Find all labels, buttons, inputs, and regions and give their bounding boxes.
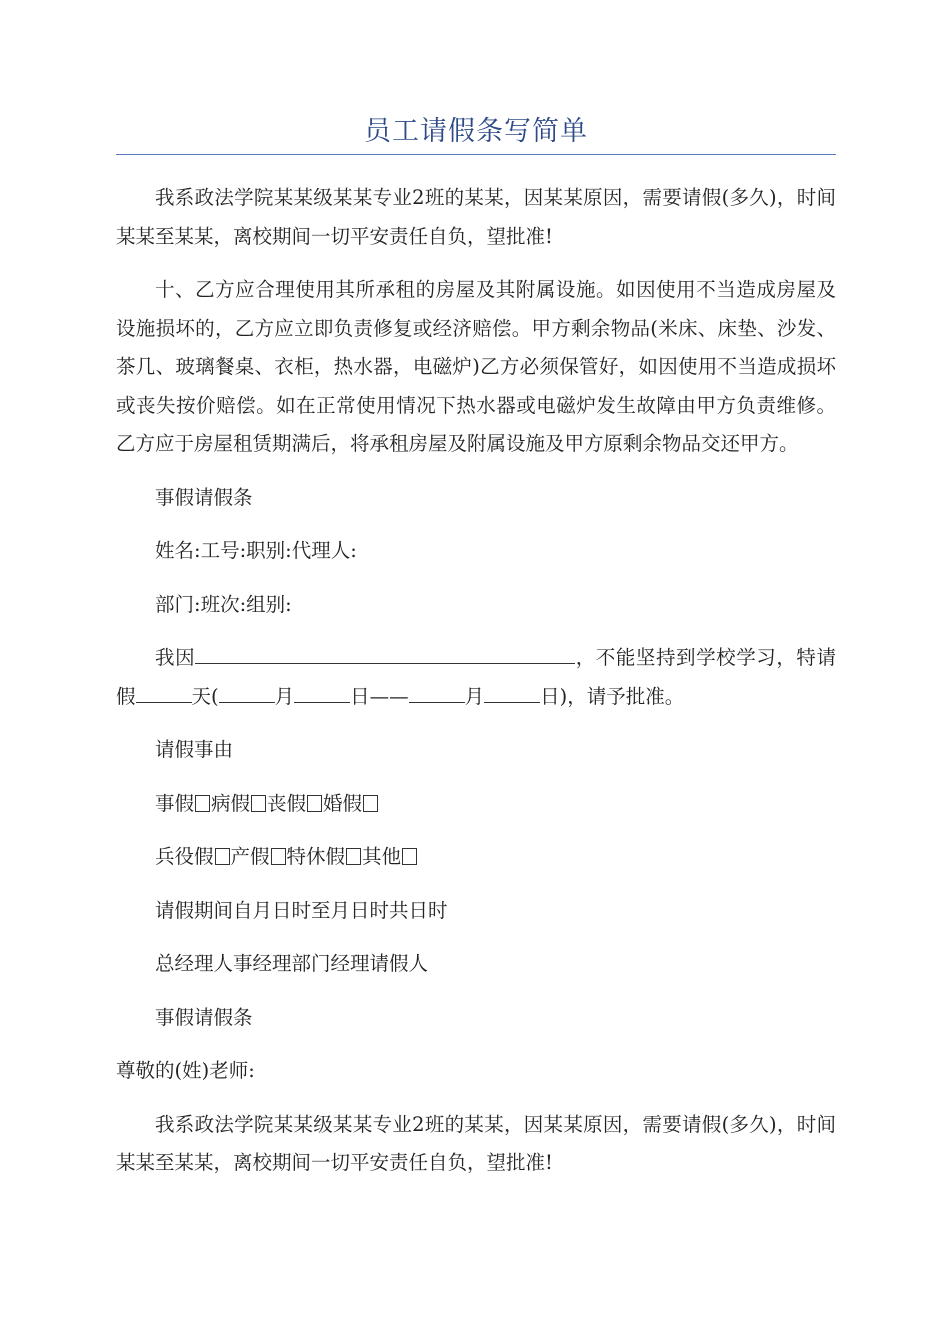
day-label-2: 日)，请予批准。 <box>540 684 685 708</box>
checkbox-military[interactable] <box>215 848 230 865</box>
leave-reason-label: 请假事由 <box>155 738 234 761</box>
salutation: 尊敬的(姓)老师: <box>116 1059 255 1082</box>
leave-type-bereavement: 丧假 <box>267 791 307 815</box>
leave-type-other: 其他 <box>362 845 402 868</box>
month-label-2: 月 <box>464 684 485 708</box>
month-blank-2 <box>409 678 465 703</box>
leave-type-marriage: 婚假 <box>323 791 363 815</box>
checkbox-bereavement[interactable] <box>307 795 322 812</box>
checkbox-personal[interactable] <box>195 795 210 812</box>
day-label-1: 日—— <box>350 684 409 708</box>
fields-department: 部门:班次:组别: <box>155 592 292 616</box>
month-label-1: 月 <box>274 684 295 708</box>
signature-line: 总经理人事经理部门经理请假人 <box>155 952 429 975</box>
leave-period-line: 请假期间自月日时至月日时共日时 <box>155 898 448 922</box>
heading-personal-leave-1: 事假请假条 <box>155 485 253 509</box>
checkbox-special[interactable] <box>346 848 361 865</box>
paragraph-leave-request-2: 我系政法学院某某级某某专业2班的某某，因某某原因，需要请假(多久)，时间某某至某某，离校期间一切平安责任自负，望批准! <box>116 1112 836 1174</box>
title-underline <box>116 154 836 155</box>
paragraph-reason-form <box>116 639 836 716</box>
leave-type-sick: 病假 <box>211 791 251 815</box>
reason-prefix: 我因 <box>155 646 196 669</box>
leave-type-special: 特休假 <box>286 845 346 868</box>
document-title: 员工请假条写简单 <box>364 116 588 147</box>
leave-type-military: 兵役假 <box>155 845 214 868</box>
reason-suffix: ，不能坚持到学校学习，特请假 <box>116 646 836 708</box>
day-blank-1 <box>294 678 350 703</box>
heading-personal-leave-2: 事假请假条 <box>155 1005 253 1029</box>
checkbox-sick[interactable] <box>251 795 266 812</box>
leave-types-row-2 <box>116 838 836 877</box>
leave-type-maternity: 产假 <box>230 845 270 868</box>
leave-types-row-1 <box>116 785 836 824</box>
paragraph-leave-request-1: 我系政法学院某某级某某专业2班的某某，因某某原因，需要请假(多久)，时间某某至某某，离校期间一切平安责任自负，望批准! <box>116 186 836 248</box>
fields-name-id: 姓名:工号:职别:代理人: <box>155 539 357 562</box>
document-body <box>116 179 836 1183</box>
days-label: 天( <box>191 684 219 708</box>
checkbox-other[interactable] <box>402 848 417 865</box>
month-blank-1 <box>219 678 275 703</box>
days-blank <box>136 678 192 703</box>
checkbox-marriage[interactable] <box>363 795 378 812</box>
paragraph-lease-clause: 十、乙方应合理使用其所承租的房屋及其附属设施。如因使用不当造成房屋及设施损坏的，乙方应立即负责修复或经济赔偿。甲方剩余物品(米床、床垫、沙发、茶几、玻璃餐桌、衣柜，热水器，电磁炉)乙方必须保管好，如因使用不当造成损坏或丧失按价赔偿。如在正常使用情况下热水器或电磁炉发生故障由甲方负责维修。乙方应于房屋租赁期满后，将承租房屋及附属设施及甲方原剩余物品交还甲方。 <box>116 278 836 455</box>
document-page <box>116 0 836 1198</box>
checkbox-maternity[interactable] <box>271 848 286 865</box>
reason-blank <box>195 639 575 664</box>
day-blank-2 <box>484 678 540 703</box>
leave-type-personal: 事假 <box>155 791 195 815</box>
